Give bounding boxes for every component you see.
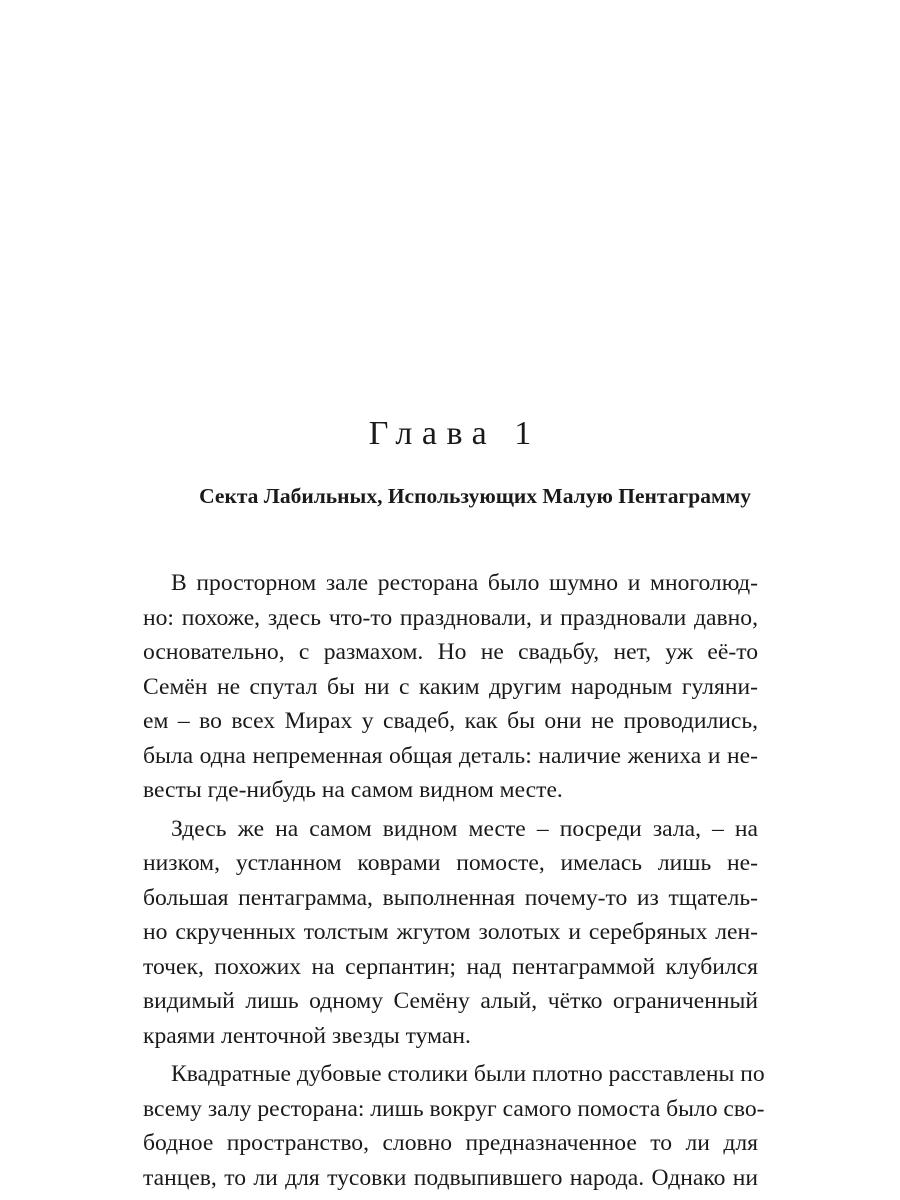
text-line: Семён не спутал бы ни с каким другим народным гуляни- bbox=[143, 673, 758, 700]
text-line: основательно, с размахом. Но не свадьбу, нет, уж её-то bbox=[143, 639, 758, 665]
text-line: краями ленточной звезды туман. bbox=[143, 1022, 471, 1049]
text-line: Квадратные дубовые столики были плотно расставлены по bbox=[171, 1061, 765, 1087]
chapter-label: Глава bbox=[368, 415, 497, 452]
body-text bbox=[143, 566, 765, 1195]
text-line: танцев, то ли для тусовки подвыпившего народа. Однако ни bbox=[143, 1164, 758, 1191]
text-line: всему залу ресторана: лишь вокруг самого помоста было сво- bbox=[143, 1095, 765, 1122]
chapter-number: 1 bbox=[514, 415, 532, 452]
text-line: низком, устланном коврами помосте, имелась лишь не- bbox=[143, 850, 758, 876]
text-line: весты где-нибудь на самом видном месте. bbox=[143, 777, 563, 803]
text-line: видимый лишь одному Семёну алый, чётко ограниченный bbox=[143, 988, 758, 1014]
chapter-subtitle: Секта Лабильных, Использующих Малую Пентаграмму bbox=[199, 484, 751, 508]
text-line: но скрученных толстым жгутом золотых и серебряных лен- bbox=[143, 919, 758, 945]
paragraph bbox=[143, 1057, 765, 1195]
text-line: точек, похожих на серпантин; над пентаграммой клубился bbox=[143, 953, 758, 980]
text-line: бодное пространство, словно предназначенное то ли для bbox=[143, 1130, 758, 1156]
chapter-heading bbox=[0, 414, 900, 454]
paragraph bbox=[143, 812, 758, 1054]
text-line: большая пентаграмма, выполненная почему-то из тщатель- bbox=[143, 884, 758, 911]
text-line: но: похоже, здесь что-то праздновали, и праздновали давно, bbox=[143, 604, 758, 631]
text-line: В просторном зале ресторана было шумно и многолюд- bbox=[171, 570, 758, 596]
text-line: была одна непременная общая деталь: наличие жениха и не- bbox=[143, 742, 758, 769]
text-line: Здесь же на самом видном месте – посреди зала, – на bbox=[171, 815, 758, 842]
text-line: ем – во всех Мирах у свадеб, как бы они не проводились, bbox=[143, 708, 758, 734]
paragraph bbox=[143, 566, 758, 808]
